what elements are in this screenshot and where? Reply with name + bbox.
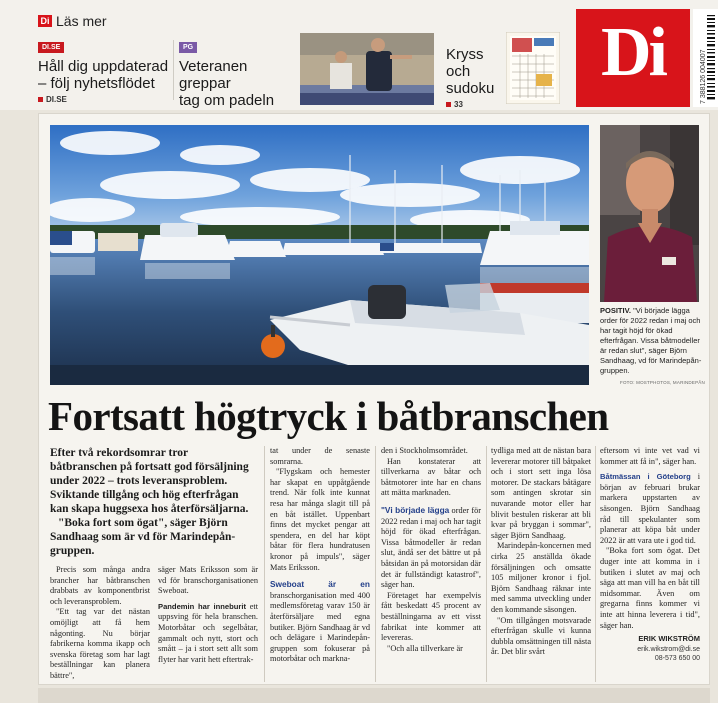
body-column-2 bbox=[158, 565, 258, 683]
subhead: "Vi började lägga bbox=[381, 504, 450, 515]
body-paragraph: Precis som många andra brancher har båtbranschen drabbats av komponentbrist och leveransproblem. bbox=[50, 565, 150, 606]
body-paragraph: Företaget har exempelvis fått beskedatt 45 procent av beställningarna av ett visst fabrikat inte kommer att levereras. bbox=[381, 590, 481, 643]
headline: Fortsatt högtryck i båtbranschen bbox=[48, 393, 609, 439]
square-icon bbox=[38, 97, 43, 102]
column-divider bbox=[486, 446, 487, 682]
body-paragraph: "Boka fort som ögat. Det duger inte att komma in i butiken i slutet av maj och säga att man vill ha en båt till midsommar. Även om gregarna finns kommer vi inte att hinna leverera i tid", säger han. bbox=[600, 546, 700, 630]
body-column-4 bbox=[381, 446, 481, 683]
teaser-title: Veteranen greppar tag om padeln bbox=[179, 58, 275, 109]
body-paragraph: tat under de senaste somrarna. bbox=[270, 446, 370, 466]
body-paragraph: Sweboat är en branschorganisation med 400 medlemsföretag varav 150 är återförsäljare med egna butiker. Björn Sandhaag är vd och delägare i Marindepån-gruppen som fokuserar på motorbåtar och markna- bbox=[270, 579, 370, 664]
padel-photo bbox=[300, 33, 434, 105]
byline-email[interactable]: erik.wikstrom@di.se bbox=[637, 645, 700, 653]
body-paragraph: Han konstaterar att tillverkarna av båtar och båtmotorer inte har en chans att mätta marknaden. bbox=[381, 456, 481, 498]
teaser-title: Håll dig uppdaterad – följ nyhetsflödet bbox=[38, 58, 169, 92]
column-divider bbox=[595, 446, 596, 682]
body-paragraph: "Vi började lägga order för 2022 redan i maj och har tagit höjd för ökad efterfrågan. Vissa båtmodeller är redan slut, ändå ser det bättre ut på båtsidan än på motorsidan där det är fullständigt katastrof", säger han. bbox=[381, 504, 481, 590]
body-paragraph: "Om tillgången motsvarade efterfrågan skulle vi kunna dubbla omsättningen till nästa år. Det blir svårt bbox=[491, 615, 591, 657]
body-paragraph: Marindepån-koncernen med cirka 25 anställda ökade försäljningen och omsatte 105 miljoner kronor i fjol. Björn Sandhaag räknar inte med samma utveckling under den kommande säsongen. bbox=[491, 541, 591, 614]
ingress bbox=[50, 446, 257, 558]
di-logo[interactable]: Di bbox=[576, 9, 690, 107]
body-paragraph: Pandemin har inneburit ett uppsving för hela branschen. Motorbåtar och segelbåtar, gammalt och nytt, stort och smått – ja i stort sett allt som flyter har varit hett eftertrak- bbox=[158, 601, 258, 664]
di-logo-mini-icon: Di bbox=[38, 15, 52, 27]
body-column-5 bbox=[491, 446, 591, 683]
boat-harbor-photo bbox=[50, 125, 589, 385]
teaser-crossword[interactable] bbox=[446, 36, 504, 109]
teaser-page-ref: 33 bbox=[446, 100, 504, 109]
subhead: Pandemin har inneburit bbox=[158, 601, 247, 611]
teaser-padel[interactable] bbox=[179, 36, 299, 121]
teaser-tag: PG bbox=[179, 42, 197, 53]
portrait-photo bbox=[600, 125, 699, 302]
body-paragraph: "Ett tag var det nästan omöjligt att få hem någonting. Nu börjar fabrikerna komma ikapp och svenska företag som har lagt beställningar kan planera bättre", bbox=[50, 607, 150, 680]
body-paragraph: tydliga med att de nästan bara levererar motorer till båtpaket och i stort sett inga lösa motorer. De stackars båtägare som antingen skrotar sin nuvarande motor eller har blivit bestulen riskerar att bli kvar på bryggan i sommar", säger Björn Sandhaag. bbox=[491, 446, 591, 540]
teaser-page-ref: DI.SE bbox=[38, 95, 173, 104]
teaser-title: Kryss och sudoku bbox=[446, 46, 495, 97]
photo-credit: FOTO: MOSTPHOTOS, MARINDEPÅN bbox=[620, 380, 705, 385]
column-divider bbox=[375, 446, 376, 682]
body-paragraph: eftersom vi inte vet vad vi kommer att få in", säger han. bbox=[600, 446, 700, 466]
barcode-number: 7 388126 004007 bbox=[700, 49, 707, 104]
square-icon bbox=[446, 102, 451, 107]
divider bbox=[173, 40, 174, 100]
photo-caption: POSITIV. "Vi började lägga order för 2022 redan i maj och har tagit höjd för ökad efterfrågan. Vissa båtmodeller är redan slut", säger Björn Sandhaag, vd för Marindepån-gruppen. bbox=[600, 306, 702, 375]
body-paragraph: säger Mats Eriksson som är vd för branschorganisationen Sweboat. bbox=[158, 565, 258, 596]
subhead: Sweboat är en bbox=[270, 579, 370, 590]
subhead: Båtmässan i Göteborg bbox=[600, 472, 691, 482]
las-mer-label: Di Läs mer bbox=[38, 13, 107, 29]
body-paragraph: Båtmässan i Göteborg i början av februari brukar markera uppstarten av säsongen. Björn Sandhaag råd till spekulanter som planerar att köpa båt under 2022 är att vara ute i god tid. bbox=[600, 472, 700, 545]
next-article-edge bbox=[38, 688, 710, 703]
body-paragraph: den i Stockholmsområdet. bbox=[381, 446, 468, 455]
teaser-tag: DI.SE bbox=[38, 42, 64, 53]
byline: ERIK WIKSTRÖM bbox=[638, 634, 700, 644]
body-column-6 bbox=[600, 446, 700, 683]
ingress-paragraph: Sviktande tillgång och hög efterfrågan kan skapa huggsexa hos återförsäljarna. bbox=[50, 489, 249, 515]
body-paragraph: "Och alla tillverkare är bbox=[387, 643, 463, 653]
ingress-paragraph: Efter två rekordsomrar tror båtbranschen på fortsatt god försäljning under 2022 – trots leveransproblem. bbox=[50, 447, 249, 487]
column-divider bbox=[264, 446, 265, 682]
crossword-image bbox=[506, 32, 560, 104]
teaser-newsfeed[interactable] bbox=[38, 36, 173, 104]
teaser-strip bbox=[0, 0, 718, 110]
ingress-paragraph: "Boka fort som ögat", säger Björn Sandhaag som är vd för Marindepån-gruppen. bbox=[50, 517, 236, 557]
body-paragraph: "Flygskam och hemester har skapat en uppåtgående trend. När folk inte kunnat resa har många slagit till på en båt istället. Uppenbart finns det mycket pengar att spendera, en del har köpt båtar för flera hundratusen kronor på impuls", säger Mats Eriksson. bbox=[270, 467, 370, 572]
byline-phone: 08-573 650 00 bbox=[654, 654, 700, 662]
body-column-1 bbox=[50, 565, 150, 683]
body-column-3 bbox=[270, 446, 370, 683]
